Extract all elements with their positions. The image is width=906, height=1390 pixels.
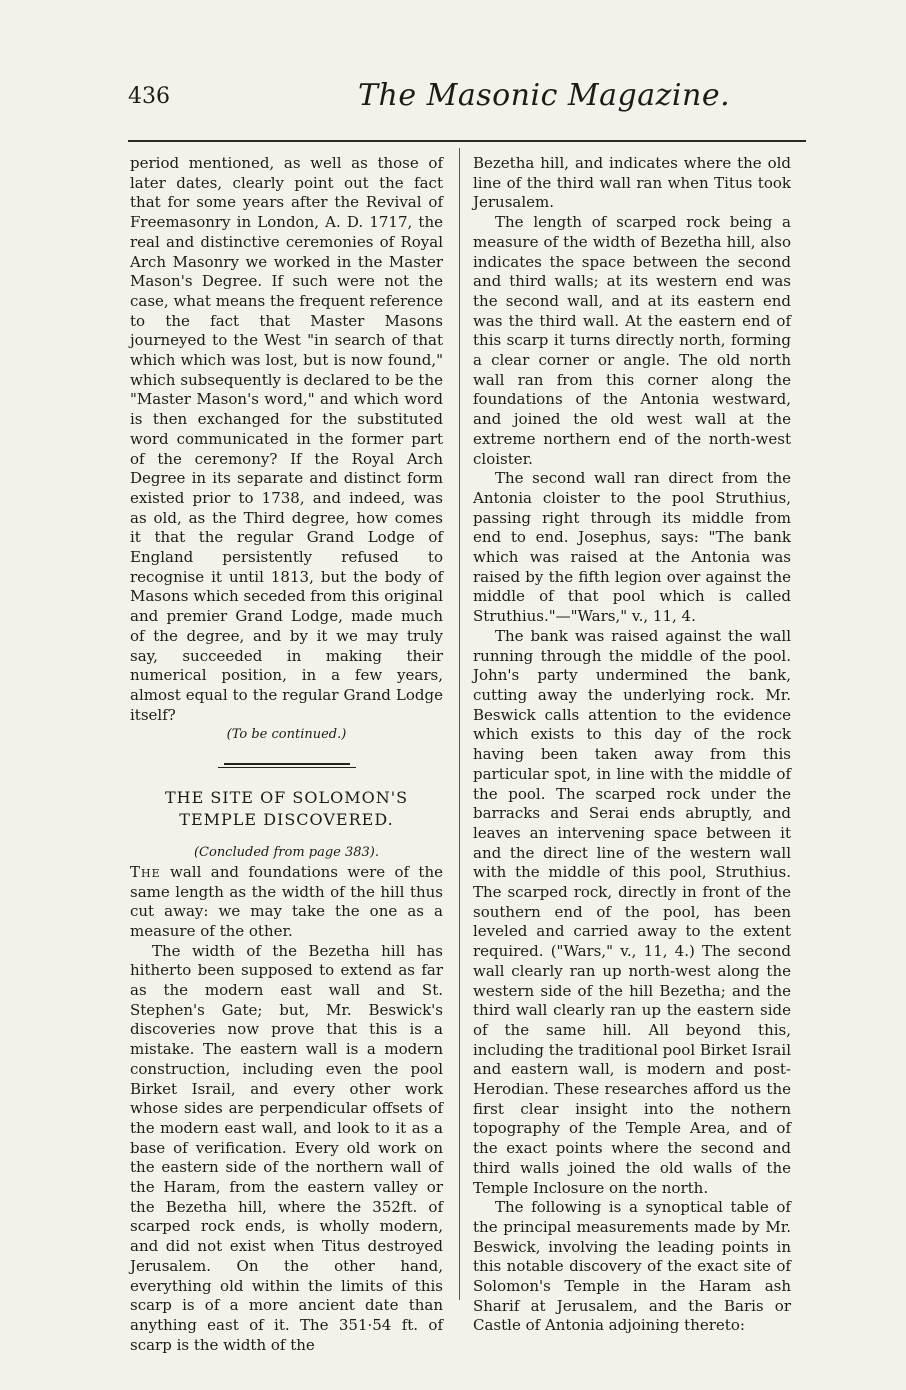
paragraph (130, 863, 443, 942)
column-divider (459, 148, 460, 1300)
header-rule (128, 140, 806, 142)
page-number: 436 (128, 84, 170, 109)
left-column (130, 154, 443, 1355)
paragraph: The following is a synoptical table of the principal measurements made by Mr. Beswick, involving the leading points in this notable discovery of the exact site of Solomon's Temple in the Haram ash Sharif at Jerusalem, and the Baris or Castle of Antonia adjoining thereto: (473, 1198, 791, 1335)
paragraph: period mentioned, as well as those of later dates, clearly point out the fact that for some years after the Revival of Freemasonry in London, A. D. 1717, the real and distinctive ceremonies of Royal Arch Masonry we worked in the Master Mason's Degree. If such were not the case, what means the frequent reference to the fact that Master Masons journeyed to the West "in search of that which which was lost, but is now found," which subsequently is declared to be the "Master Mason's word," and which word is then exchanged for the substituted word communicated in the former part of the ceremony? If the Royal Arch Degree in its separate and distinct form existed prior to 1738, and indeed, was as old, as the Third degree, how comes it that the regular Grand Lodge of England persistently refused to recognise it until 1813, but the body of Masons which seceded from this original and premier Grand Lodge, made much of the degree, and by it we may truly say, succeeded in making their numerical position, in a few years, almost equal to the regular Grand Lodge itself? (130, 154, 443, 724)
magazine-title: The Masonic Magazine. (358, 78, 731, 113)
paragraph: The second wall ran direct from the Antonia cloister to the pool Struthius, passing right through its middle from end to end. Josephus, says: "The bank which was raised at the Antonia was raised by the fifth legion over against the middle of that pool which is called Struthius."—"Wars," v., 11, 4. (473, 469, 791, 626)
paragraph: The bank was raised against the wall running through the middle of the pool. John's party undermined the bank, cutting away the underlying rock. Mr. Beswick calls attention to the evidence which exists to this day of the rock having been taken away from this particular spot, in line with the middle of the pool. The scarped rock under the barracks and Serai ends abruptly, and leaves an intervening space between it and the direct line of the western wall with the middle of this pool, Struthius. The scarped rock, directly in front of the southern end of the pool, has been leveled and carried away to the extent required. ("Wars," v., 11, 4.) The second wall clearly ran up north-west along the western side of the hill Bezetha; and the third wall clearly ran up the eastern side of the same hill. All beyond this, including the traditional pool Birket Israil and eastern wall, is modern and post-Herodian. These researches afford us the first clear insight into the nothern topography of the Temple Area, and of the exact points where the second and third walls joined the old walls of the Temple Inclosure on the north. (473, 626, 791, 1197)
section-ornament (218, 763, 356, 771)
section-title: THE SITE OF SOLOMON'S TEMPLE DISCOVERED. (164, 788, 409, 830)
paragraph: The width of the Bezetha hill has hitherto been supposed to extend as far as the modern east wall and St. Stephen's Gate; but, Mr. Beswick's discoveries now prove that this is a mistake. The eastern wall is a modern construction, including even the pool Birket Israil, and every other work whose sides are perpendicular offsets of the modern east wall, and look to it as a base of verification. Every old work on the eastern side of the northern wall of the Haram, from the eastern valley or the Bezetha hill, where the 352ft. of scarped rock ends, is wholly modern, and did not exist when Titus destroyed Jerusalem. On the other hand, everything old within the limits of this scarp is of a more ancient date than anything east of it. The 351·54 ft. of scarp is the width of the (130, 941, 443, 1354)
right-column (473, 154, 791, 1336)
page-header (128, 78, 808, 128)
concluded-note: (Concluded from page 383). (193, 845, 380, 861)
paragraph-text: wall and foundations were of the same length as the width of the hill thus cut away: we may take the one as a measure of the other. (130, 862, 443, 940)
paragraph: Bezetha hill, and indicates where the old line of the third wall ran when Titus took Jerusalem. (473, 154, 791, 212)
paragraph: The length of scarped rock being a measure of the width of Bezetha hill, also indicates the space between the second and third walls; at its western end was the second wall, and at its eastern end was the third wall. At the eastern end of this scarp it turns directly north, forming a clear corner or angle. The old north wall ran from this corner along the foundations of the Antonia westward, and joined the old west wall at the extreme northern end of the north-west cloister. (473, 213, 791, 468)
lead-word: The (130, 862, 161, 881)
to-be-continued: (To be continued.) (226, 727, 347, 743)
